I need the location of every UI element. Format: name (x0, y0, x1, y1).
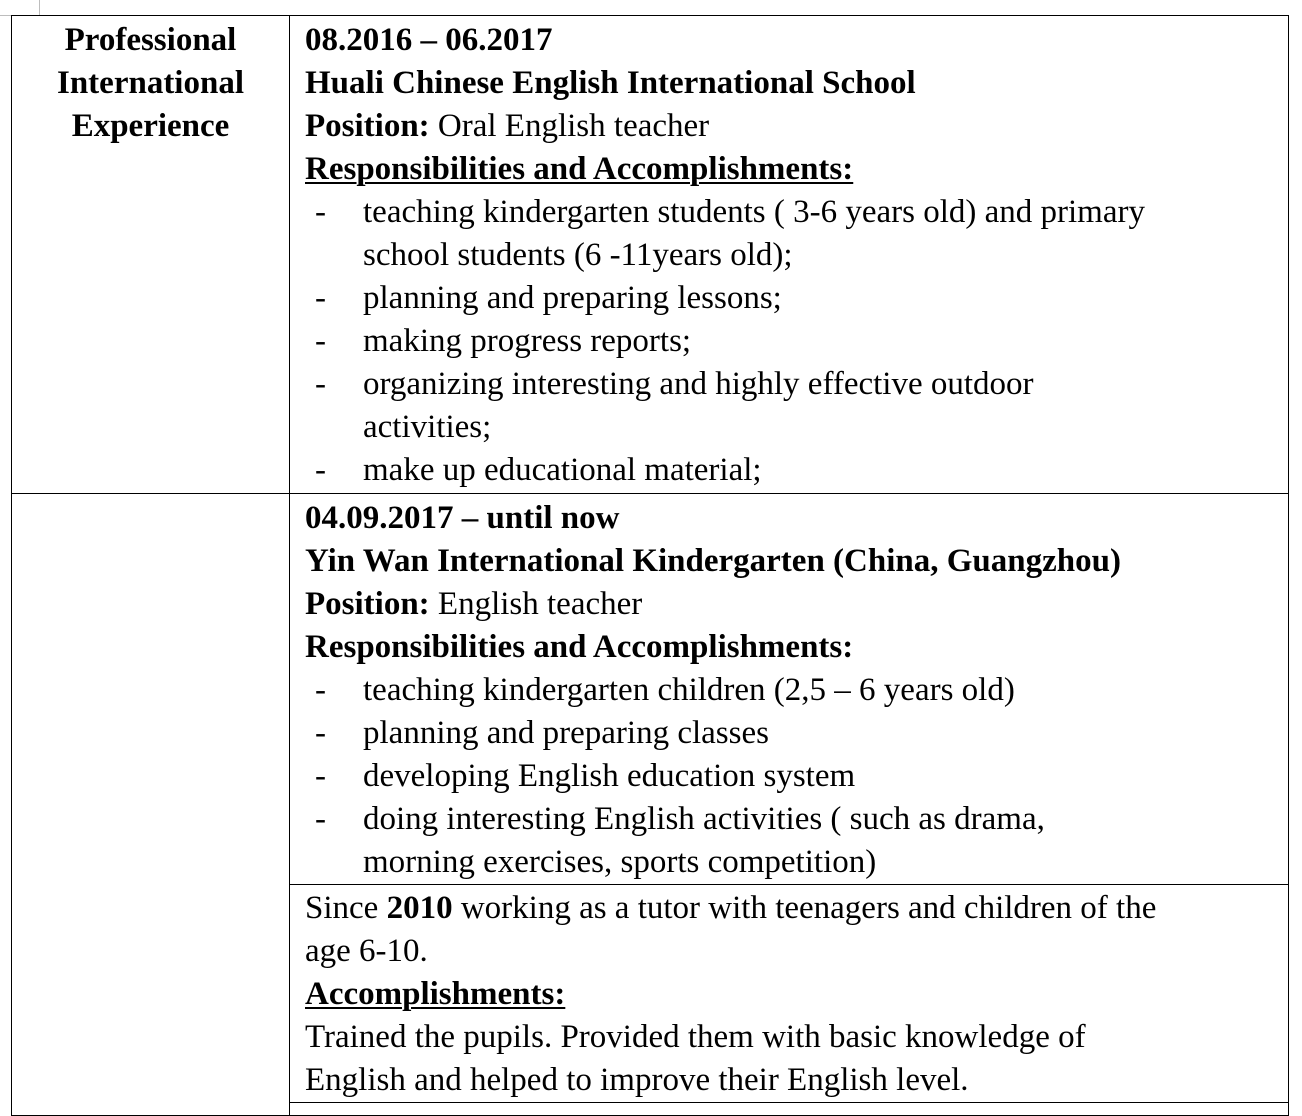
list-item (305, 277, 1282, 320)
section-label-cell (12, 16, 290, 494)
job-entry-yinwan (290, 494, 1289, 885)
duty-text: school students (6 -11years old); (363, 237, 793, 273)
since-label: Since (305, 890, 379, 926)
bullet-dash: - (315, 323, 326, 359)
bullet-dash: - (315, 280, 326, 316)
duty-text: making progress reports; (363, 323, 692, 359)
list-item (305, 191, 1282, 277)
tutoring-entry (290, 885, 1289, 1103)
duty-text: developing English education system (363, 758, 856, 794)
page-corner-mark (0, 0, 40, 16)
duties-list (305, 191, 1282, 492)
list-item (305, 669, 1282, 712)
duty-text: morning exercises, sports competition) (363, 844, 877, 880)
position-value: English teacher (437, 586, 643, 622)
duty-text: planning and preparing lessons; (363, 280, 782, 316)
since-year: 2010 (386, 890, 453, 926)
duty-text: teaching kindergarten students ( 3-6 years old) and primary (363, 194, 1145, 230)
bullet-dash: - (315, 194, 326, 230)
bullet-dash: - (315, 715, 326, 751)
duties-heading: Responsibilities and Accomplishments: (305, 629, 854, 665)
position-label: Position: (305, 586, 430, 622)
list-item (305, 320, 1282, 363)
experience-table (11, 15, 1289, 1116)
bullet-dash: - (315, 801, 326, 837)
list-item (305, 712, 1282, 755)
accomplishments-heading: Accomplishments: (305, 976, 566, 1012)
list-item (305, 755, 1282, 798)
table-row (12, 494, 1289, 885)
job-entry-huali (290, 16, 1289, 494)
job-employer: Yin Wan International Kindergarten (China, Guangzhou) (305, 543, 1121, 579)
bullet-dash: - (315, 672, 326, 708)
accomplishments-text: Trained the pupils. Provided them with basic knowledge of (305, 1019, 1086, 1055)
duties-heading: Responsibilities and Accomplishments: (305, 151, 854, 187)
duty-text: planning and preparing classes (363, 715, 769, 751)
position-value: Oral English teacher (437, 108, 710, 144)
duties-list (305, 669, 1282, 884)
bullet-dash: - (315, 366, 326, 402)
bullet-dash: - (315, 758, 326, 794)
job-position (305, 105, 1282, 148)
position-label: Position: (305, 108, 430, 144)
empty-label-cell (12, 494, 290, 1116)
section-label-line: Professional (64, 22, 237, 58)
section-label-line: International (56, 65, 244, 101)
section-label-line: Experience (71, 108, 230, 144)
job-period: 04.09.2017 – until now (305, 500, 620, 536)
accomplishments-text: English and helped to improve their English level. (305, 1062, 969, 1098)
empty-content-cell (290, 1103, 1289, 1116)
tutoring-text: working as a tutor with teenagers and children of the (460, 890, 1157, 926)
job-position (305, 583, 1282, 626)
tutoring-summary (305, 887, 1282, 930)
duty-text: teaching kindergarten children (2,5 – 6 years old) (363, 672, 1015, 708)
list-item (305, 363, 1282, 449)
list-item (305, 449, 1282, 492)
list-item (305, 798, 1282, 884)
table-row (12, 16, 1289, 494)
duty-text: activities; (363, 409, 492, 445)
duty-text: doing interesting English activities ( such as drama, (363, 801, 1045, 837)
tutoring-text: age 6-10. (305, 933, 428, 969)
bullet-dash: - (315, 452, 326, 488)
duty-text: organizing interesting and highly effective outdoor (363, 366, 1034, 402)
job-period: 08.2016 – 06.2017 (305, 22, 553, 58)
duty-text: make up educational material; (363, 452, 762, 488)
job-employer: Huali Chinese English International School (305, 65, 916, 101)
